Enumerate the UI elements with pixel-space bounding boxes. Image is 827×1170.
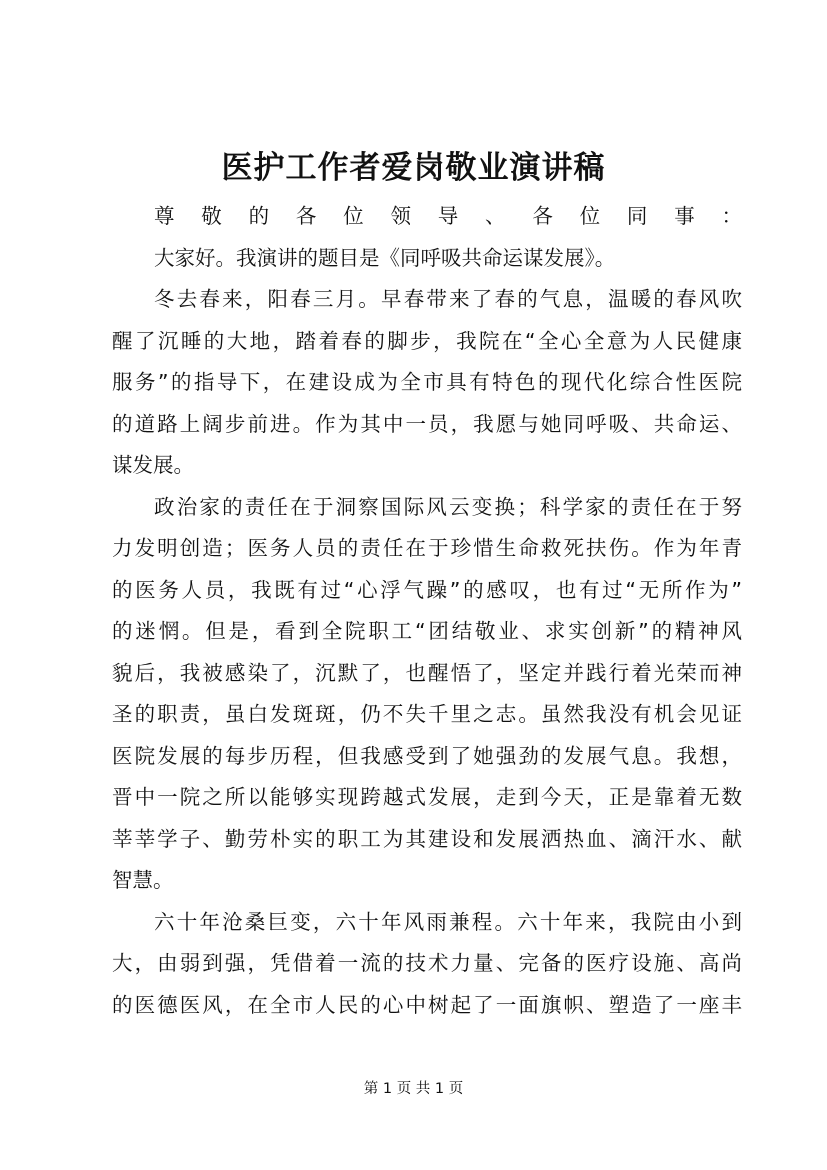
paragraph-line: 醒了沉睡的大地，踏着春的脚步，我院在“全心全意为人民健康 [112,328,742,353]
paragraph-line: 晋中一院之所以能够实现跨越式发展，走到今天，正是靠着无数 [112,785,742,809]
paragraph-line: 医院发展的每步历程，但我感受到了她强劲的发展气息。我想， [112,743,742,768]
paragraph-line: 大，由弱到强，凭借着一流的技术力量、完备的医疗设施、高尚 [112,951,742,975]
paragraph-line: 的迷惘。但是，看到全院职工“团结敬业、求实创新”的精神风 [112,619,742,643]
page-number-footer: 第 1 页 共 1 页 [363,1081,464,1097]
paragraph-line: 莘莘学子、勤劳朴实的职工为其建设和发展洒热血、滴汗水、献 [112,826,742,851]
document-title: 医护工作者爱岗敬业演讲稿 [221,150,606,186]
greeting-line: 大家好。我演讲的题目是《同呼吸共命运谋发展》。 [154,245,616,270]
paragraph-line: 政治家的责任在于洞察国际风云变换；科学家的责任在于努 [154,494,742,519]
paragraph-line: 谋发展。 [112,453,194,477]
paragraph-line: 力发明创造；医务人员的责任在于珍惜生命救死扶伤。作为年青 [112,536,742,560]
paragraph-line: 智慧。 [112,868,174,892]
paragraph-line: 的医德医风，在全市人民的心中树起了一面旗帜、塑造了一座丰 [112,992,742,1017]
document-body [112,196,742,1026]
paragraph-line: 的道路上阔步前进。作为其中一员，我愿与她同呼吸、共命运、 [112,411,742,436]
paragraph-line: 冬去春来，阳春三月。早春带来了春的气息，温暖的春风吹 [154,287,742,311]
paragraph-line: 的医务人员，我既有过“心浮气躁”的感叹，也有过“无所作为” [112,577,742,602]
salutation-line: 尊敬的各位领导、各位同事： [154,204,742,228]
paragraph-line: 貌后，我被感染了，沉默了，也醒悟了，坚定并践行着光荣而神 [112,660,742,685]
paragraph-line: 圣的职责，虽白发斑斑，仍不失千里之志。虽然我没有机会见证 [112,702,742,726]
paragraph-line: 服务”的指导下，在建设成为全市具有特色的现代化综合性医院 [112,370,742,394]
paragraph-line: 六十年沧桑巨变，六十年风雨兼程。六十年来，我院由小到 [154,909,742,934]
